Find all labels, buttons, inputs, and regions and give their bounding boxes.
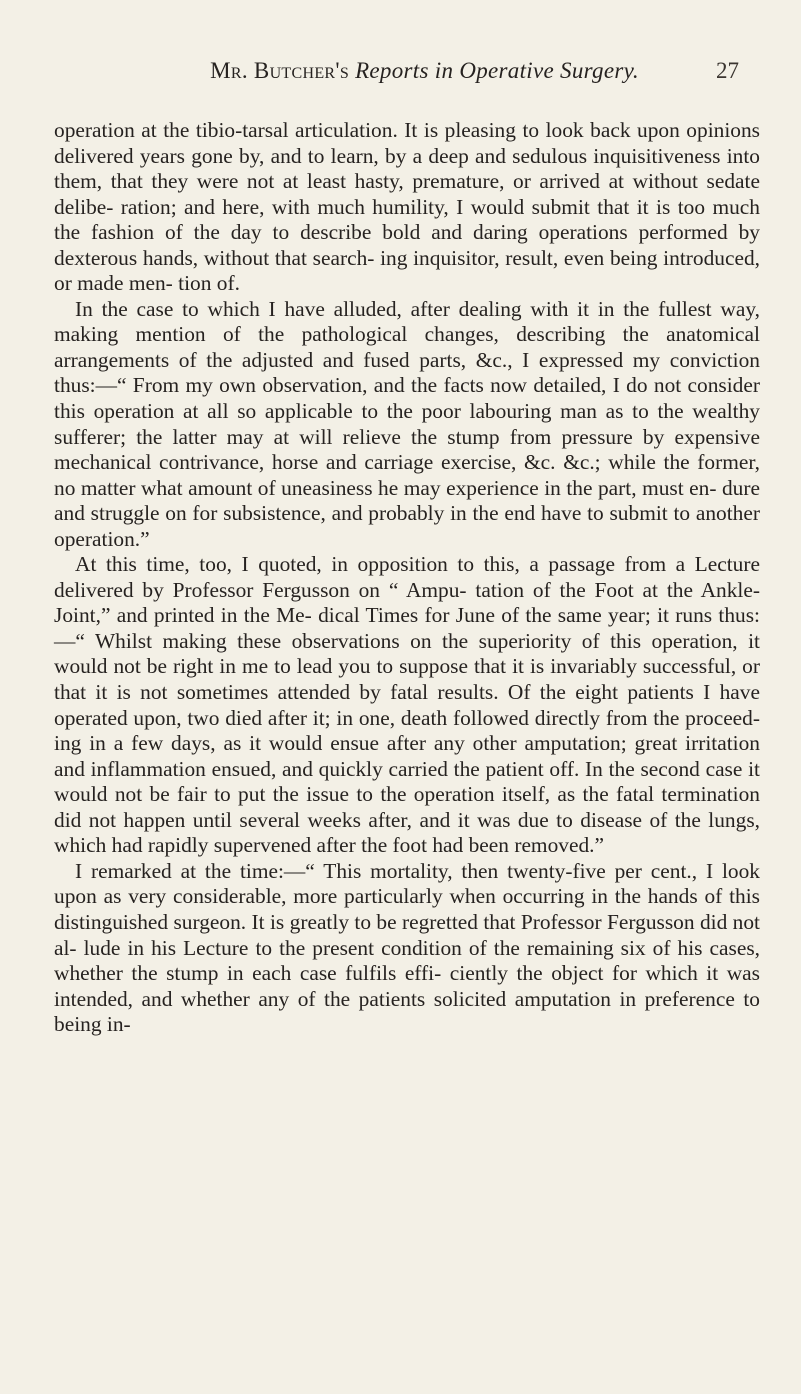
running-head-author: Mr. Butcher's <box>210 58 350 83</box>
page-number: 27 <box>716 58 739 83</box>
running-head-title: Reports in Operative Surgery. <box>355 58 639 83</box>
paragraph: I remarked at the time:—“ This mortality, then twenty-five per cent., I look upon as very considerable, more particularly when occurring in the hands of this distinguished surgeon. It is greatly to be regretted that Professor Fergusson did not al- lude in his Lecture to the present condition of the remaining six of his cases, whether the stump in each case fulfils effi- ciently the object for which it was intended, and whether any of the patients solicited amputation in preference to being in- <box>54 858 760 1037</box>
running-head <box>110 58 739 88</box>
paragraph: In the case to which I have alluded, after dealing with it in the fullest way, making mention of the pathological changes, describing the anatomical arrangements of the adjusted and fused parts, &c., I expressed my conviction thus:—“ From my own observation, and the facts now detailed, I do not consider this operation at all so applicable to the poor labouring man as to the wealthy sufferer; the latter may at will relieve the stump from pressure by expensive mechanical contrivance, horse and carriage exercise, &c. &c.; while the former, no matter what amount of uneasiness he may experience in the part, must en- dure and struggle on for subsistence, and probably in the end have to submit to another operation.” <box>54 296 760 551</box>
paragraph-continuation: operation at the tibio-tarsal articulation. It is pleasing to look back upon opinions delivered years gone by, and to learn, by a deep and sedulous inquisitiveness into them, that they were not at least hasty, premature, or arrived at without sedate delibe- ration; and here, with much humility, I would submit that it is too much the fashion of the day to describe bold and daring operations performed by dexterous hands, without that search- ing inquisitor, result, even being introduced, or made men- tion of. <box>54 118 760 296</box>
paragraph: At this time, too, I quoted, in opposition to this, a passage from a Lecture delivered by Professor Fergusson on “ Ampu- tation of the Foot at the Ankle-Joint,” and printed in the Me- dical Times for June of the same year; it runs thus:—“ Whilst making these observations on the superiority of this operation, it would not be right in me to lead you to suppose that it is invariably successful, or that it is not sometimes attended by fatal results. Of the eight patients I have operated upon, two died after it; in one, death followed directly from the proceed- ing in a few days, as it would ensue after any other amputation; great irritation and inflammation ensued, and quickly carried the patient off. In the second case it would not be fair to put the issue to the operation itself, as the fatal termination did not happen until several weeks after, and it was due to disease of the lungs, which had rapidly supervened after the foot had been removed.” <box>54 552 760 858</box>
body-text <box>54 118 760 1038</box>
